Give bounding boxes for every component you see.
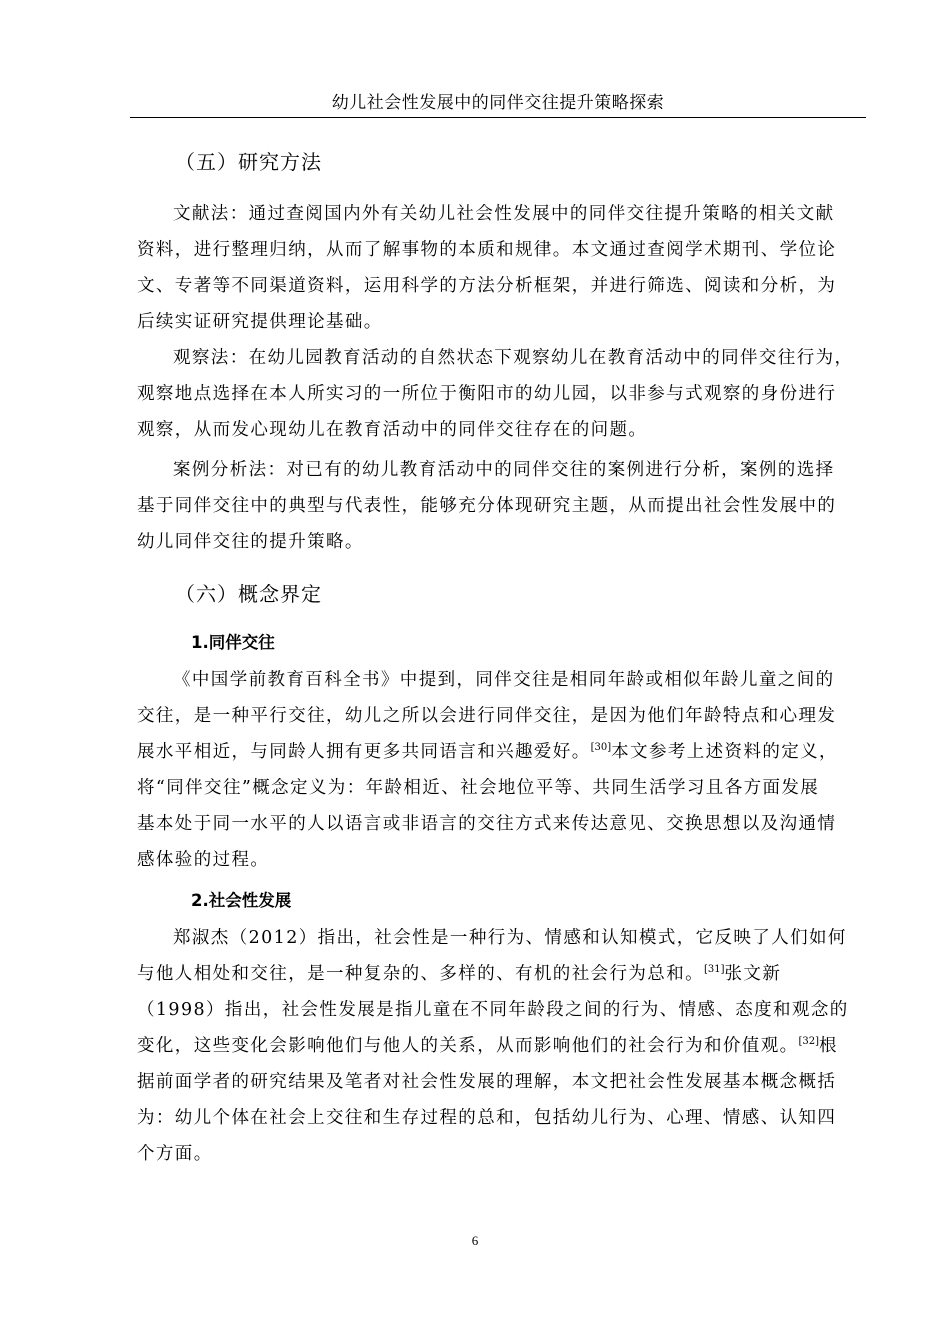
subsection-heading-peer-interaction: 1.同伴交往 — [191, 633, 275, 652]
citation-ref-31[interactable]: [31] — [704, 964, 725, 976]
text-segment: 与他人相处和交往，是一种复杂的、多样的、有机的社会行为总和。 — [137, 964, 704, 984]
text-line: 基本处于同一水平的人以语言或非语言的交往方式来传达意见、交换思想以及沟通情 — [137, 814, 837, 834]
text-line: 《中国学前教育百科全书》中提到，同伴交往是相同年龄或相似年龄儿童之间的 — [173, 670, 835, 690]
text-segment: 变化，这些变化会影响他们与他人的关系，从而影响他们的社会行为和价值观。 — [137, 1036, 799, 1056]
page-number: 6 — [471, 1233, 479, 1248]
text-line: 据前面学者的研究结果及笔者对社会性发展的理解，本文把社会性发展基本概念概括 — [137, 1072, 837, 1092]
paragraph-social-development — [137, 920, 867, 1172]
text-segment: 本文参考上述资料的定义， — [611, 742, 838, 762]
text-line: 观察，从而发心现幼儿在教育活动中的同伴交往存在的问题。 — [137, 420, 648, 440]
text-line: 资料，进行整理归纳，从而了解事物的本质和规律。本文通过查阅学术期刊、学位论 — [137, 240, 837, 260]
running-header: 幼儿社会性发展中的同伴交往提升策略探索 — [331, 93, 665, 113]
text-line: 将“同伴交往”概念定义为：年龄相近、社会地位平等、共同生活学习且各方面发展 — [137, 778, 820, 798]
text-segment: 张文新 — [724, 964, 782, 984]
text-line: 为：幼儿个体在社会上交往和生存过程的总和，包括幼儿行为、心理、情感、认知四 — [137, 1108, 837, 1128]
text-line: （1998）指出，社会性发展是指儿童在不同年龄段之间的行为、情感、态度和观念的 — [137, 1000, 849, 1020]
text-line: 交往，是一种平行交往，幼儿之所以会进行同伴交往，是因为他们年龄特点和心理发 — [137, 706, 837, 726]
header-divider — [130, 117, 866, 118]
text-segment: 展水平相近，与同龄人拥有更多共同语言和兴趣爱好。 — [137, 742, 591, 762]
citation-ref-30[interactable]: [30] — [590, 742, 612, 754]
text-line: 文献法：通过查阅国内外有关幼儿社会性发展中的同伴交往提升策略的相关文献 — [173, 204, 835, 224]
text-line: 基于同伴交往中的典型与代表性，能够充分体现研究主题，从而提出社会性发展中的 — [137, 496, 837, 516]
text-line — [137, 956, 867, 992]
text-line — [137, 1028, 867, 1064]
text-line: 郑淑杰（2012）指出，社会性是一种行为、情感和认知模式，它反映了人们如何 — [173, 928, 847, 948]
text-line: 文、专著等不同渠道资料，运用科学的方法分析框架，并进行筛选、阅读和分析，为 — [137, 276, 837, 296]
paragraph-literature-method — [137, 196, 867, 340]
paragraph-peer-interaction — [137, 662, 867, 878]
text-line: 观察法：在幼儿园教育活动的自然状态下观察幼儿在教育活动中的同伴交往行为， — [173, 348, 854, 368]
text-line: 感体验的过程。 — [137, 850, 270, 870]
text-line: 幼儿同伴交往的提升策略。 — [137, 532, 364, 552]
text-segment: 根 — [819, 1036, 838, 1056]
subsection-heading-social-development: 2.社会性发展 — [191, 891, 292, 910]
section-heading-concept-definition: （六）概念界定 — [175, 582, 322, 606]
citation-ref-32[interactable]: [32] — [798, 1036, 820, 1048]
text-line: 案例分析法：对已有的幼儿教育活动中的同伴交往的案例进行分析，案例的选择 — [173, 460, 835, 480]
paragraph-observation-method — [137, 340, 867, 448]
text-line — [137, 734, 867, 770]
text-line: 个方面。 — [137, 1144, 213, 1164]
paragraph-case-analysis-method — [137, 452, 867, 560]
section-heading-research-methods: （五）研究方法 — [175, 150, 322, 174]
text-line: 后续实证研究提供理论基础。 — [137, 312, 383, 332]
text-line: 观察地点选择在本人所实习的一所位于衡阳市的幼儿园，以非参与式观察的身份进行 — [137, 384, 837, 404]
